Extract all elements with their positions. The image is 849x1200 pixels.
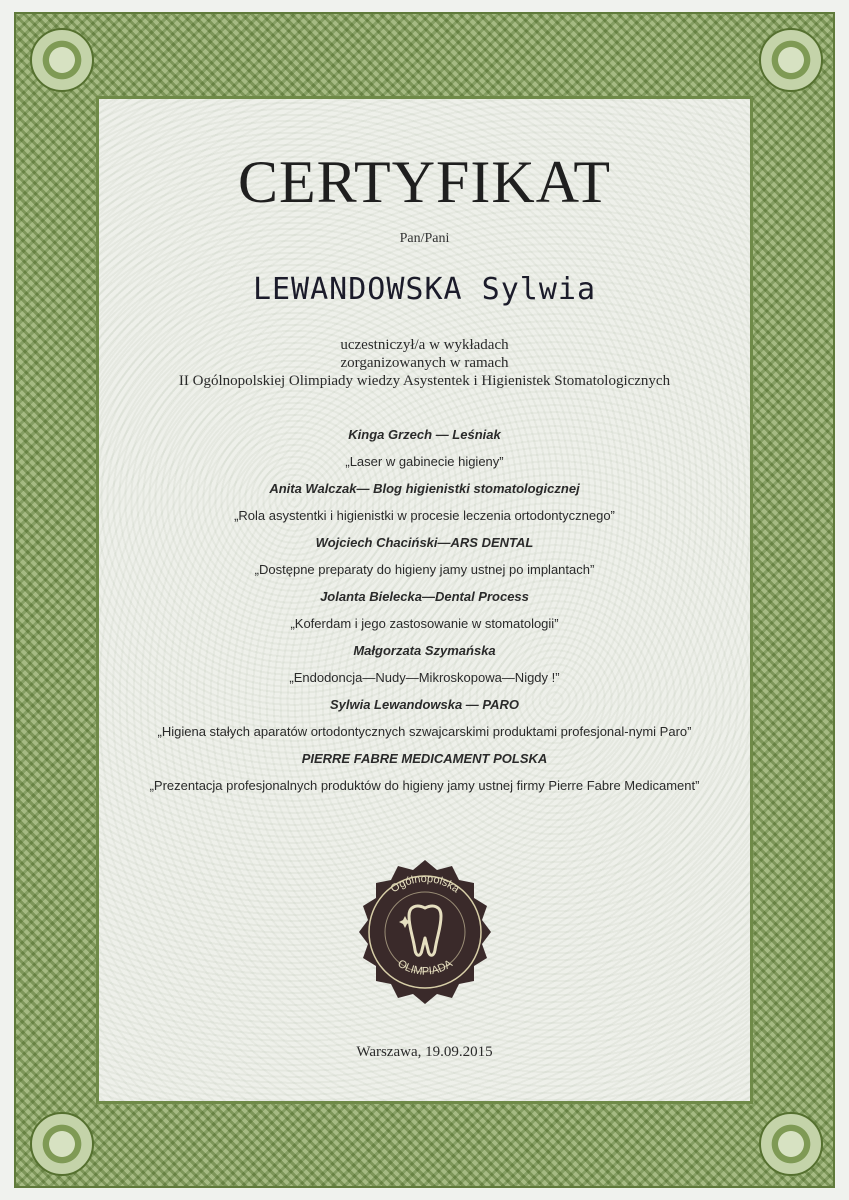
corner-ornament-icon <box>759 28 823 92</box>
lecture-speaker: Anita Walczak— Blog higienistki stomatologicznej <box>269 481 580 496</box>
lecture-topic: „Dostępne preparaty do higieny jamy ustnej po implantach” <box>254 562 595 577</box>
lecture-speaker: Kinga Grzech — Leśniak <box>348 427 501 442</box>
lecture-speaker: Małgorzata Szymańska <box>353 643 496 658</box>
certificate-title: CERTYFIKAT <box>237 149 612 215</box>
lecture-speaker: Sylwia Lewandowska — PARO <box>329 697 520 712</box>
lecture-speaker: PIERRE FABRE MEDICAMENT POLSKA <box>301 751 548 766</box>
intro-line: uczestniczył/a w wykładach <box>340 337 509 353</box>
seal-top-text: Ogólnopolska <box>388 872 462 896</box>
lecture-speaker: Jolanta Bielecka—Dental Process <box>320 589 529 604</box>
lecture-topic: „Higiena stałych aparatów ortodontycznych szwajcarskimi produktami profesjonal-nymi Paro” <box>157 724 692 739</box>
lecture-item <box>136 426 713 471</box>
certificate-content <box>96 96 753 1104</box>
lecture-topic: „Endodoncja—Nudy—Mikroskopowa—Nigdy !” <box>289 670 560 685</box>
lecture-speaker: Wojciech Chaciński—ARS DENTAL <box>315 535 534 550</box>
salutation: Pan/Pani <box>399 231 450 246</box>
intro-text <box>96 336 753 390</box>
lecture-item <box>136 480 713 525</box>
seal-bottom-text: OLIMPIADA <box>395 957 455 978</box>
olympiad-seal <box>351 858 499 1006</box>
lecture-topic: „Laser w gabinecie higieny” <box>345 454 504 469</box>
place-and-date: Warszawa, 19.09.2015 <box>356 1044 493 1060</box>
lecture-item <box>136 588 713 633</box>
lecture-topic: „Koferdam i jego zastosowanie w stomatologii” <box>290 616 559 631</box>
lecture-item <box>136 534 713 579</box>
lecture-topic: „Rola asystentki i higienistki w procesie leczenia ortodontycznego” <box>234 508 615 523</box>
lecture-item <box>136 696 713 741</box>
lecture-topic: „Prezentacja profesjonalnych produktów do higieny jamy ustnej firmy Pierre Fabre Medicament” <box>149 778 700 793</box>
corner-ornament-icon <box>30 28 94 92</box>
lecture-item <box>136 642 713 687</box>
intro-line: zorganizowanych w ramach <box>340 355 509 371</box>
corner-ornament-icon <box>759 1112 823 1176</box>
recipient-name: LEWANDOWSKA Sylwia <box>252 272 597 307</box>
corner-ornament-icon <box>30 1112 94 1176</box>
lecture-item <box>136 750 713 795</box>
lecture-list <box>136 426 713 804</box>
intro-line: II Ogólnopolskiej Olimpiady wiedzy Asystentek i Higienistek Stomatologicznych <box>178 373 671 389</box>
